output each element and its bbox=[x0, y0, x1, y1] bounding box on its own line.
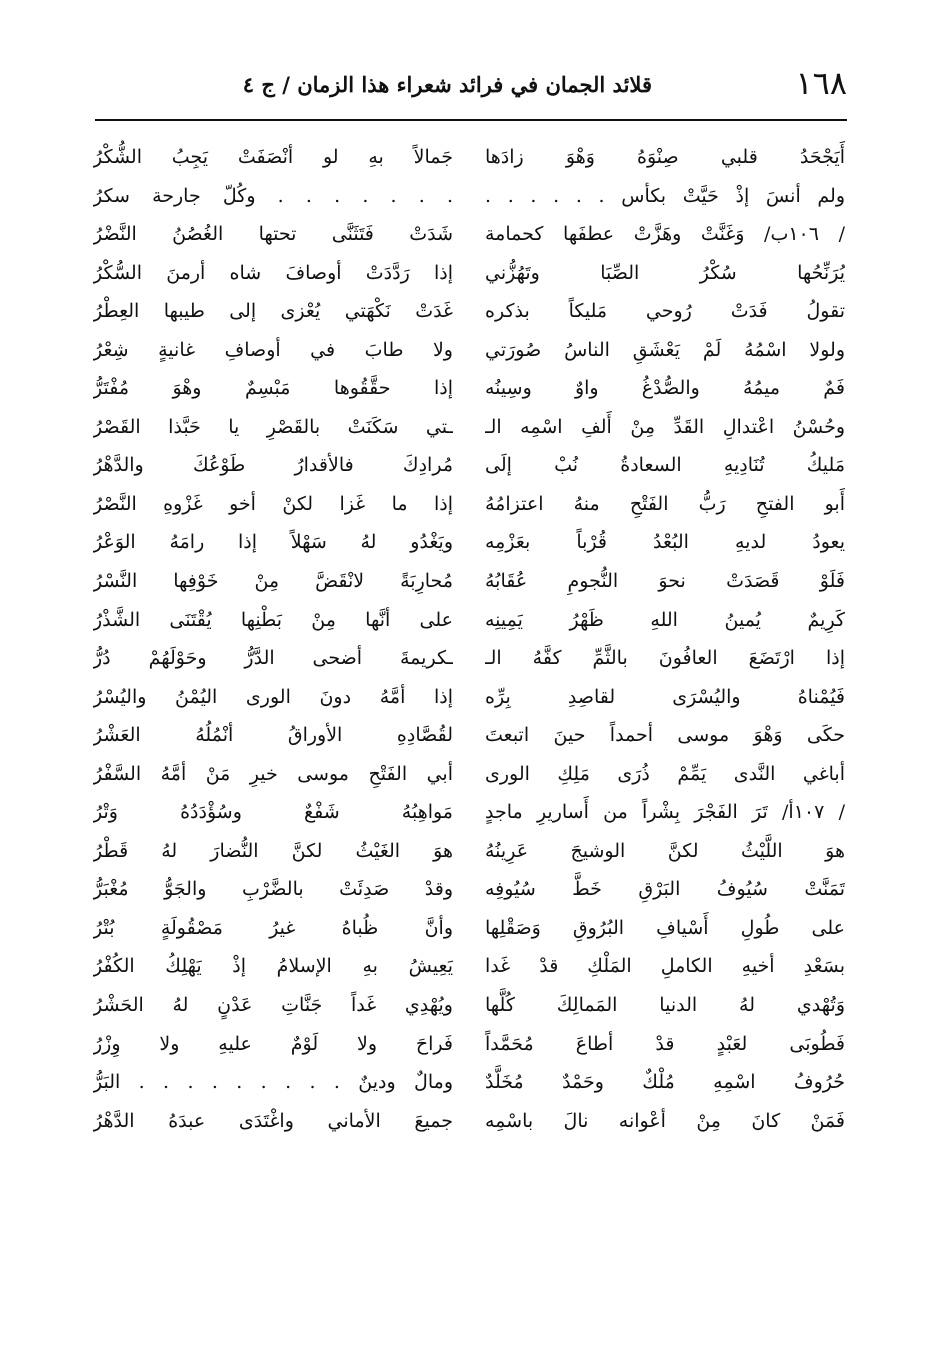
verse-first-hemistich: وحُسْنُ اعْتدالِ القَدِّ مِنْ أَلفِ اسْمِه الـ bbox=[485, 415, 845, 438]
verse-first-hemistich: فَلَوْ قَصَدَتْ نحوَ النُّجومِ عُقَابُهُ bbox=[485, 570, 845, 593]
verse-first-hemistich: ولولا اسْمُهُ لَمْ يَعْشَقِ الناسُ صُورَتي bbox=[485, 338, 845, 361]
verse-first-hemistich: بسَعْدِ أخيهِ الكاملِ المَلْكِ قدْ غَدا bbox=[485, 955, 845, 978]
verse-second-hemistich: غَدَتْ نَكْهَتي يُعْزى إلى طيبها العِطْرُ bbox=[93, 300, 453, 323]
verse-first-hemistich: فَمَنْ كانَ مِنْ أعْوانه نالَ باسْمِه bbox=[485, 1109, 845, 1132]
verse-second-hemistich: إذا أمَّهُ دونَ الورى اليُمْنُ واليُسْرُ bbox=[93, 685, 453, 708]
verse-second-hemistich: جميعَ الأماني واغْتَدَى عبدَهُ الدَّهْرُ bbox=[93, 1109, 453, 1132]
left-hemistich-column bbox=[93, 138, 453, 1140]
verse-first-hemistich: حُرُوفُ اسْمِهِ مُلْكٌ وحَمْدٌ مُخَلَّدٌ bbox=[485, 1071, 845, 1094]
verse-second-hemistich: ويُهْدِي غَداً جَنَّاتِ عَدْنٍ لهُ الحَشْرُ bbox=[93, 994, 453, 1017]
verse-second-hemistich: أبي الفَتْحِ موسى خيرِ مَنْ أمَّهُ السَّفْرُ bbox=[93, 762, 453, 785]
verse-second-hemistich: شَدَتْ فَتَثَنَّى تحتها الغُصُنُ النَّضْرُ bbox=[93, 223, 453, 246]
verse-second-hemistich: مُحارِبَةً لانْقَضَّ مِنْ خَوْفِها النَّسْرُ bbox=[93, 570, 453, 593]
verse-first-hemistich: كَرِيمٌ يُمينُ اللهِ ظَهْرُ يَمِينِه bbox=[485, 608, 845, 631]
verse-first-hemistich: ولم أنسَ إذْ حَيَّتْ بكأس . . . . . . bbox=[485, 184, 845, 207]
verse-first-hemistich: حكَى وَهْوَ موسى أحمداً حينَ اتبعتَ bbox=[485, 724, 845, 747]
verse-second-hemistich: إذا حقَّقُوها مَبْسِمٌ وهْوَ مُفْتَرُّ bbox=[93, 377, 453, 400]
verse-second-hemistich: هوَ الغَيْثُ لكنَّ النُّضارَ لهُ قَطْرُ bbox=[93, 839, 453, 862]
right-hemistich-column bbox=[485, 138, 845, 1140]
verse-first-hemistich: أَبو الفتحِ رَبُّ الفَتْحِ منهُ اعتزامُهُ bbox=[485, 492, 845, 515]
verse-second-hemistich: . . . . . . . وكُلّ جارحة سكرُ bbox=[93, 184, 453, 207]
verse-first-hemistich: فَيُمْناهُ واليُسْرَى لقاصِدِ بِرِّه bbox=[485, 685, 845, 708]
verse-second-hemistich: ويَغْدُو لهُ سَهْلاً إذا رامَهُ الوَعْرُ bbox=[93, 531, 453, 554]
verse-second-hemistich: فَراحَ ولا لَوْمٌ عليهِ ولا وِزْرُ bbox=[93, 1032, 453, 1055]
verse-first-hemistich: على طُولِ أَسْيافِ البُرُوقِ وَصَقْلِها bbox=[485, 916, 845, 939]
verse-second-hemistich: إذا رَدَّدَتْ أوصافَ شاه أرمنَ السُّكْرُ bbox=[93, 261, 453, 284]
page-header bbox=[95, 62, 847, 110]
verse-second-hemistich: وأنَّ ظُباهُ غيرُ مَصْقُولَةٍ بُتْرُ bbox=[93, 916, 453, 939]
verse-second-hemistich: جَمالاً بهِ لو أنْصَفَتْ يَجِبُ الشُّكْرُ bbox=[93, 146, 453, 168]
verse-second-hemistich: وقدْ صَدِئَتْ بالضَّرْبِ والجَوُّ مُغْبَرُّ bbox=[93, 878, 453, 901]
header-rule bbox=[95, 119, 847, 121]
verse-second-hemistich: على أنَّها مِنْ بَطْنِها يُقْتَنَى الشَّذْرُ bbox=[93, 608, 453, 631]
verse-first-hemistich: يُرَنِّحُها سُكْرُ الصِّبَا وتَهُزُّني bbox=[485, 261, 845, 284]
verse-first-hemistich: إذا ارْتَضَعَ العافُونَ بالثَّمِّ كفَّهُ الـ bbox=[485, 647, 845, 670]
verse-first-hemistich: تَمَنَّتْ سُيُوفُ البَرْقِ خَطَّ سُيُوفِه bbox=[485, 878, 845, 901]
verse-first-hemistich: فَمٌ ميمُهُ والصُّدْغُ واوٌ وسِينُه bbox=[485, 377, 845, 400]
verse-second-hemistich: ـكريمةَ أضحى الدَّرُّ وحَوْلَهُمْ دُرُّ bbox=[93, 647, 453, 670]
verse-second-hemistich: ـتي سَكَنَتْ بالقَصْرِ يا حَبَّذا القَصْرُ bbox=[93, 415, 453, 438]
verse-first-hemistich: أَيَجْحَدُ قلبي صِنْوَهُ وَهْوَ زادَها bbox=[485, 146, 845, 168]
verse-first-hemistich: / ١٠٦ب/ وَغَنَّتْ وهَزَّتْ عطفَها كحمامة bbox=[485, 223, 845, 246]
running-title: قلائد الجمان في فرائد شعراء هذا الزمان / ج ٤ bbox=[242, 72, 652, 97]
verse-second-hemistich: مَواهِبُهُ شَفْعٌ وسُؤْدَدُهُ وَتْرُ bbox=[93, 801, 453, 824]
verse-second-hemistich: ولا طابَ في أوصافِ غانيةٍ شِعْرُ bbox=[93, 338, 453, 361]
verse-second-hemistich: لقُصَّادِهِ الأوراقُ أنْمُلُهُ العَشْرُ bbox=[93, 724, 453, 747]
verse-first-hemistich: فَطُوبَى لعَبْدٍ قدْ أطاعَ مُحَمَّداً bbox=[485, 1032, 845, 1055]
page-number: ١٦٨ bbox=[795, 64, 847, 102]
verse-first-hemistich: أباغي النَّدى يَمِّمْ ذُرَى مَلِكِ الورى bbox=[485, 762, 845, 785]
verse-first-hemistich: تقولُ فَدَتْ رُوحي مَليكاً بذكره bbox=[485, 300, 845, 323]
verse-first-hemistich: / ١٠٧أ/ تَرَ الفَجْرَ بِشْراً من أَساريرِ ماجدٍ bbox=[485, 801, 845, 824]
verse-first-hemistich: هوَ اللَّيْثُ لكنَّ الوشيجَ عَرِينُهُ bbox=[485, 839, 845, 862]
verse-second-hemistich: يَعِيشُ بهِ الإسلامُ إذْ يَهْلِكُ الكُفْرُ bbox=[93, 955, 453, 978]
verse-first-hemistich: يعودُ لديهِ البُعْدُ قُرْباً بعَزْمِه bbox=[485, 531, 845, 554]
verse-first-hemistich: وَتُهْدي لهُ الدنيا المَمالِكَ كُلَّها bbox=[485, 994, 845, 1017]
verse-second-hemistich: مُرادِكَ فالأقدارُ طَوْعُكَ والدَّهْرُ bbox=[93, 454, 453, 477]
verse-second-hemistich: ومالٌ ودينٌ . . . . . . . . . البَرُّ bbox=[93, 1071, 453, 1094]
verse-second-hemistich: إذا ما غَزا لكنْ أخو غَزْوهِ النَّصْرُ bbox=[93, 492, 453, 515]
verse-first-hemistich: مَليكُ تُنَادِيهِ السعادةُ نُبْ إلَى bbox=[485, 454, 845, 477]
